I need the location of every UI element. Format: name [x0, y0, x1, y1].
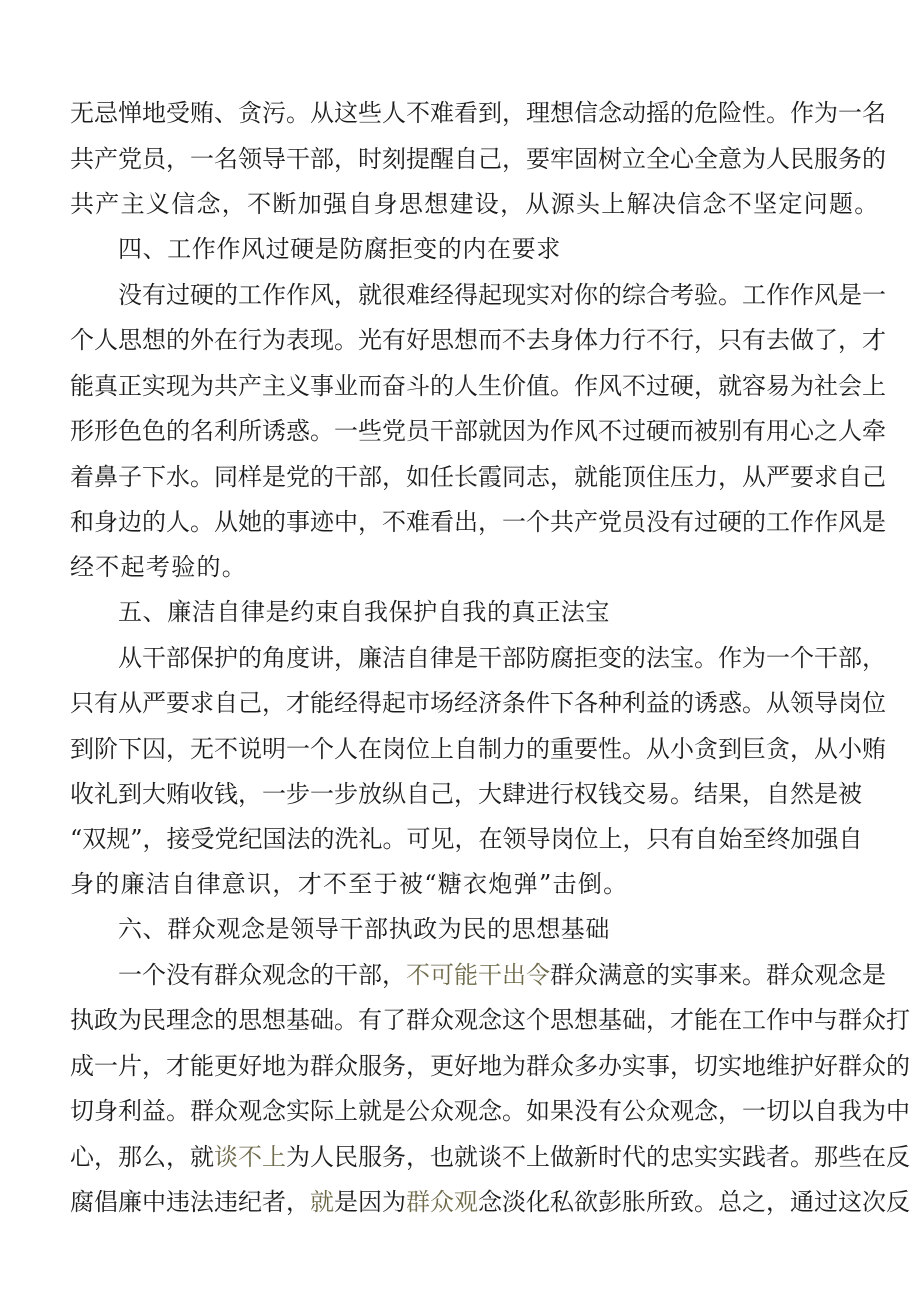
text-line [70, 1182, 910, 1222]
text-line [118, 955, 886, 995]
text-segment: 一个没有群众观念的干部， [118, 961, 406, 989]
text-segment: 群众满意的实事来。群众观念是 [550, 961, 886, 989]
text-segment: 是因为 [334, 1188, 406, 1216]
text-line: 共产主义信念，不断加强自身思想建设，从源头上解决信念不坚定问题。 [70, 190, 880, 218]
section-heading-5: 五、廉洁自律是约束自我保护自我的真正法宝 [118, 598, 610, 626]
text-line: 到阶下囚，无不说明一个人在岗位上自制力的重要性。从小贪到巨贪，从小贿 [70, 735, 886, 763]
text-line: “双规”，接受党纪国法的洗礼。可见，在领导岗位上，只有自始至终加强自 [70, 825, 863, 853]
highlighted-text: 就 [310, 1188, 334, 1216]
highlighted-text: 群众观 [406, 1188, 478, 1216]
text-line: 着鼻子下水。同样是党的干部，如任长霞同志，就能顶住压力，从严要求自己 [70, 463, 886, 491]
section-heading-4: 四、工作作风过硬是防腐拒变的内在要求 [118, 235, 561, 263]
text-line: 形形色色的名利所诱惑。一些党员干部就因为作风不过硬而被别有用心之人牵 [70, 417, 886, 445]
text-segment: 腐倡廉中违法违纪者， [70, 1188, 310, 1216]
text-line: 经不起考验的。 [70, 553, 248, 581]
text-line [70, 1137, 910, 1177]
text-segment: 念淡化私欲彭胀所致。总之，通过这次反 [478, 1188, 910, 1216]
text-line: 只有从严要求自己，才能经得起市场经济条件下各种利益的诱惑。从领导岗位 [70, 689, 886, 717]
text-line: 个人思想的外在行为表现。光有好思想而不去身体力行不行，只有去做了，才 [70, 326, 886, 354]
text-segment: 心，那么，就 [70, 1143, 214, 1171]
text-line: 从干部保护的角度讲，廉洁自律是干部防腐拒变的法宝。作为一个干部， [118, 644, 886, 672]
text-line: 切身利益。群众观念实际上就是公众观念。如果没有公众观念，一切以自我为中 [70, 1097, 910, 1125]
text-line: 和身边的人。从她的事迹中，不难看出，一个共产党员没有过硬的工作作风是 [70, 508, 886, 536]
text-segment: 为人民服务，也就谈不上做新时代的忠实实践者。那些在反 [286, 1143, 910, 1171]
text-line: 共产党员，一名领导干部，时刻提醒自己，要牢固树立全心全意为人民服务的 [70, 145, 886, 173]
highlighted-text: 谈不上 [214, 1143, 286, 1171]
text-line: 收礼到大贿收钱，一步一步放纵自己，大肆进行权钱交易。结果，自然是被 [70, 780, 862, 808]
section-heading-6: 六、群众观念是领导干部执政为民的思想基础 [118, 915, 610, 943]
text-line: 没有过硬的工作作风，就很难经得起现实对你的综合考验。工作作风是一 [118, 281, 886, 309]
text-line: 执政为民理念的思想基础。有了群众观念这个思想基础，才能在工作中与群众打 [70, 1006, 910, 1034]
text-line: 身的廉洁自律意识，才不至于被“糖衣炮弹”击倒。 [70, 870, 629, 898]
text-line: 无忌惮地受贿、贪污。从这些人不难看到，理想信念动摇的危险性。作为一名 [70, 99, 886, 127]
text-line: 能真正实现为共产主义事业而奋斗的人生价值。作风不过硬，就容易为社会上 [70, 372, 886, 400]
text-line: 成一片，才能更好地为群众服务，更好地为群众多办实事，切实地维护好群众的 [70, 1052, 910, 1080]
highlighted-text: 不可能干出令 [406, 961, 550, 989]
